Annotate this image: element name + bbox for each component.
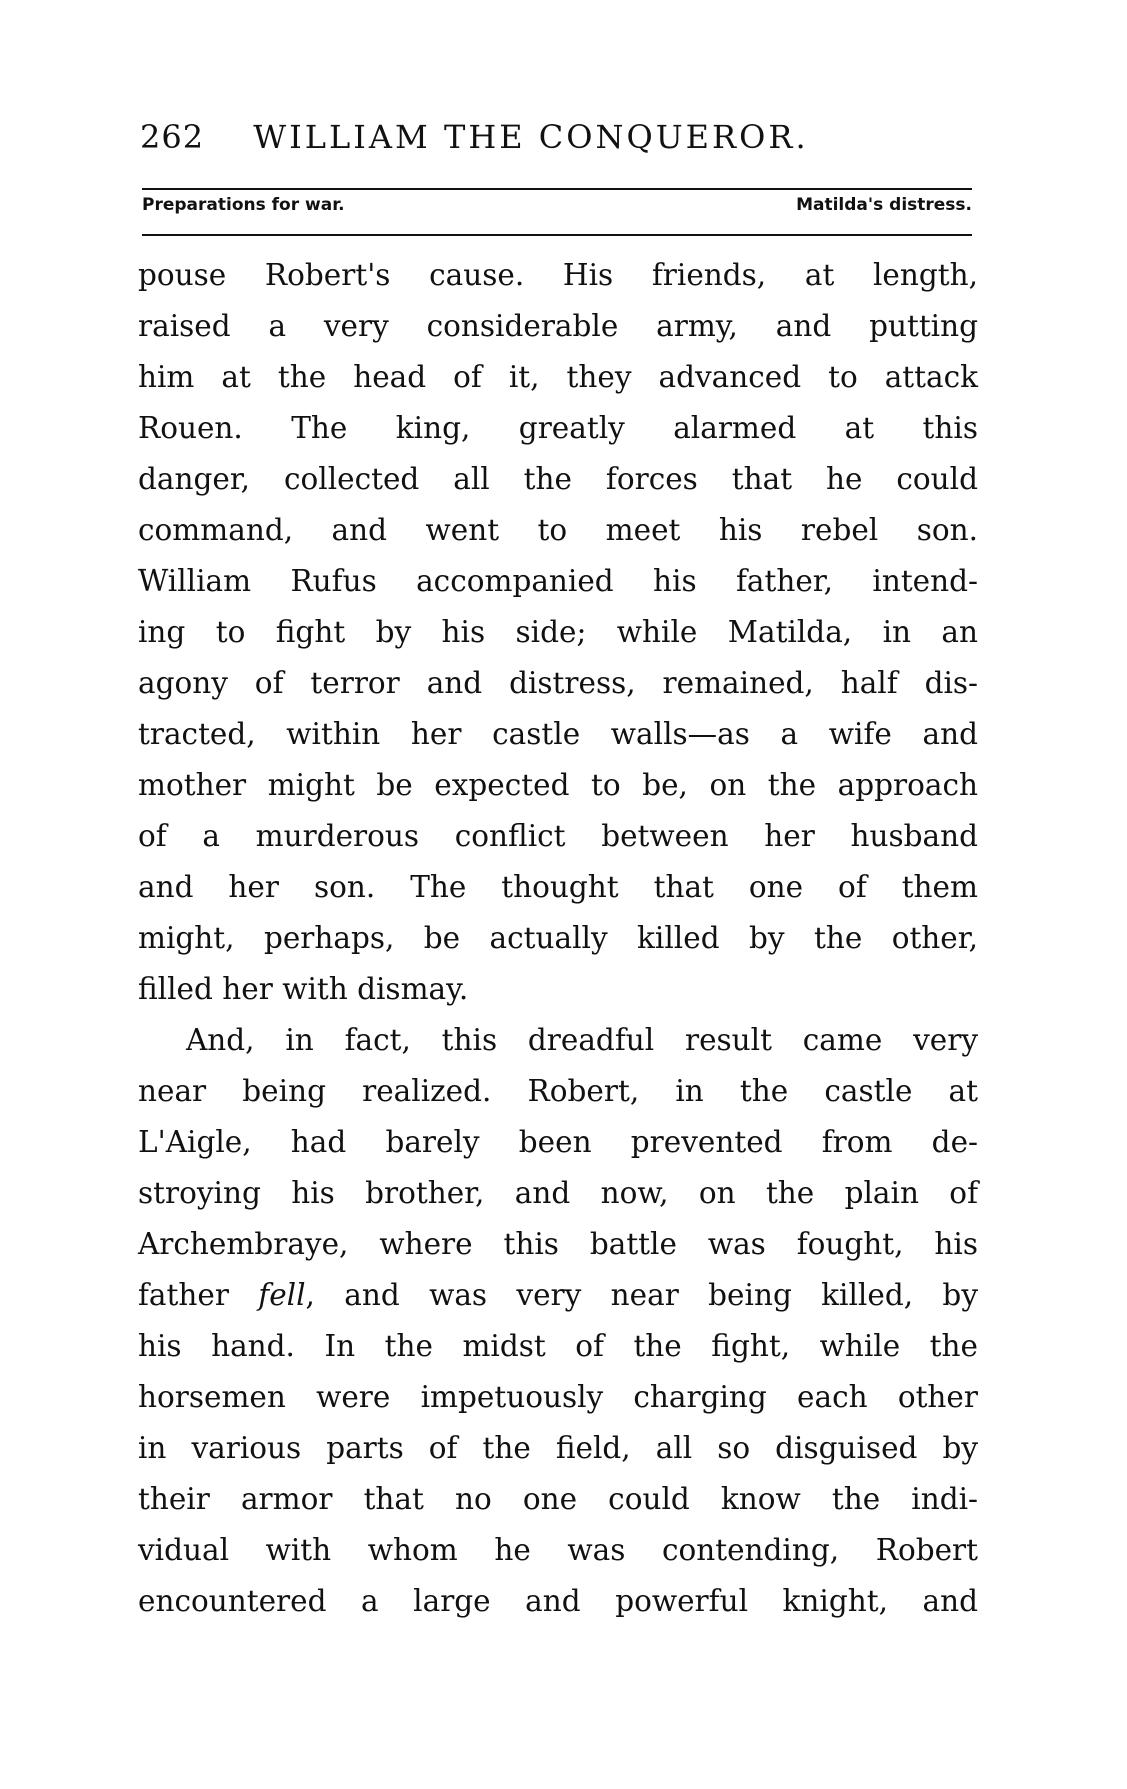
- text-line: near being realized. Robert, in the castle at: [138, 1074, 978, 1108]
- text-fragment: father: [138, 1278, 259, 1312]
- text-line: stroying his brother, and now, on the plain of: [138, 1176, 978, 1210]
- text-line: mother might be expected to be, on the approach: [138, 768, 978, 802]
- text-line: might, perhaps, be actually killed by the other,: [138, 921, 978, 955]
- paragraph: [138, 1015, 978, 1627]
- text-line: their armor that no one could know the indi-: [138, 1482, 978, 1516]
- running-head: [140, 118, 980, 168]
- paragraph: [138, 250, 978, 1015]
- text-line: pouse Robert's cause. His friends, at length,: [138, 258, 978, 292]
- text-line: agony of terror and distress, remained, half dis-: [138, 666, 978, 700]
- header-rule-top: [142, 188, 972, 190]
- body-text: [138, 250, 978, 1627]
- text-line: his hand. In the midst of the fight, while the: [138, 1329, 978, 1363]
- book-title: WILLIAM THE CONQUEROR.: [253, 118, 809, 156]
- text-line: William Rufus accompanied his father, intend-: [138, 564, 978, 598]
- italic-word: fell: [258, 1278, 306, 1312]
- text-line: in various parts of the field, all so disguised by: [138, 1431, 978, 1465]
- text-line: command, and went to meet his rebel son.: [138, 513, 978, 547]
- header-rule-bottom: [142, 234, 972, 236]
- text-line: raised a very considerable army, and putting: [138, 309, 978, 343]
- text-line: and her son. The thought that one of them: [138, 870, 978, 904]
- text-line: filled her with dismay.: [138, 972, 469, 1006]
- text-line: encountered a large and powerful knight, and: [138, 1584, 978, 1618]
- text-line: L'Aigle, had barely been prevented from de-: [138, 1125, 978, 1159]
- text-line: tracted, within her castle walls—as a wife and: [138, 717, 978, 751]
- right-subhead: Matilda's distress.: [796, 195, 972, 215]
- page-number: 262: [140, 118, 205, 156]
- text-line: vidual with whom he was contending, Robert: [138, 1533, 978, 1567]
- subheads: [142, 195, 972, 215]
- text-line: him at the head of it, they advanced to attack: [138, 360, 978, 394]
- text-line: Rouen. The king, greatly alarmed at this: [138, 411, 978, 445]
- left-subhead: Preparations for war.: [142, 195, 345, 215]
- text-line: And, in fact, this dreadful result came very: [186, 1023, 978, 1057]
- text-line: ing to fight by his side; while Matilda, in an: [138, 615, 978, 649]
- text-line-with-italic: [138, 1270, 978, 1321]
- text-line: of a murderous conflict between her husband: [138, 819, 978, 853]
- text-fragment: , and was very near being killed, by: [305, 1278, 978, 1312]
- text-line: horsemen were impetuously charging each other: [138, 1380, 978, 1414]
- text-line: danger, collected all the forces that he could: [138, 462, 978, 496]
- text-line: Archembraye, where this battle was fought, his: [138, 1227, 978, 1261]
